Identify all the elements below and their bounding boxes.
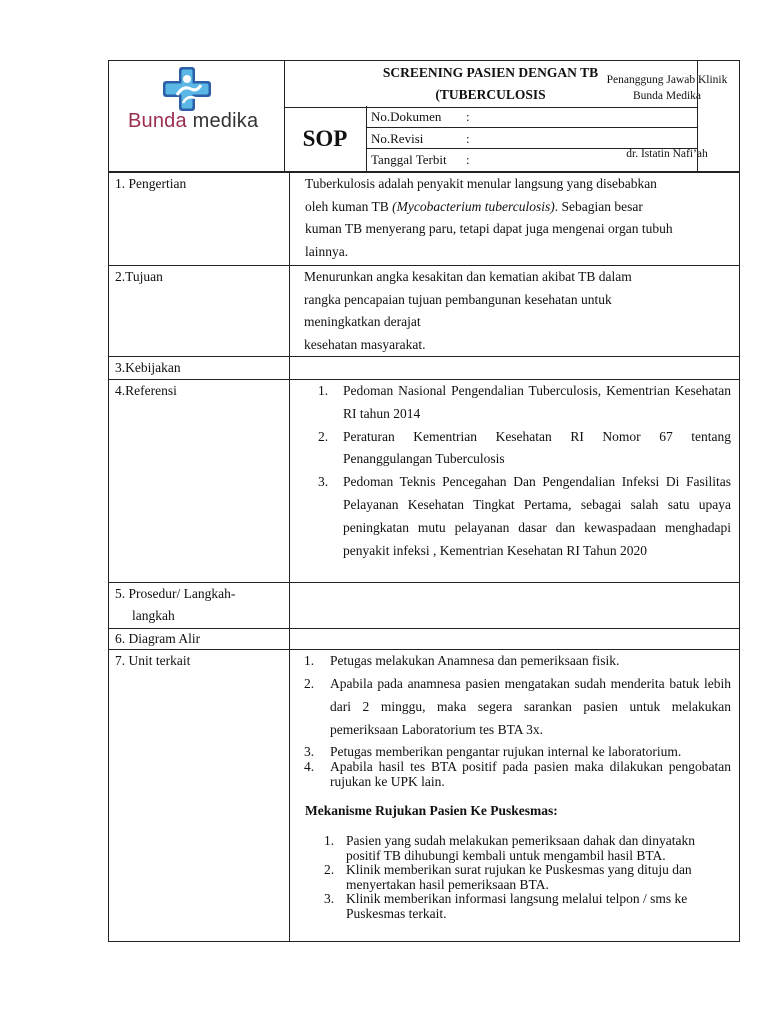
- label-prosedur: 5. Prosedur/ Langkah- langkah: [109, 583, 290, 629]
- row-prosedur: [109, 583, 740, 629]
- content-referensi: [290, 380, 740, 583]
- meta-row-document-number: No.Dokumen :: [366, 106, 697, 128]
- mechanism-list: [290, 834, 739, 922]
- label-pengertian: 1. Pengertian: [109, 173, 290, 266]
- reference-item: 2. Peraturan Kementrian Kesehatan RI Nomor 67 tentang Penanggulangan Tuberculosis: [318, 428, 731, 467]
- unit-steps-list: [290, 650, 739, 789]
- sop-body-table: [108, 172, 740, 942]
- label-referensi: 4.Referensi: [109, 380, 290, 583]
- mechanism-title: Mekanisme Rujukan Pasien Ke Puskesmas:: [305, 803, 558, 818]
- bunda-medika-cross-icon: [157, 65, 217, 113]
- content-pengertian: Tuberkulosis adalah penyakit menular langsung yang disebabkan oleh kuman TB (Mycobacterium tuberculosis). Sebagian besar kuman TB menyerang paru, tetapi dapat juga mengenai organ tubuh lainnya.: [290, 173, 740, 266]
- content-kebijakan: [290, 357, 740, 380]
- clinic-logo-text: Bunda medika: [128, 110, 259, 132]
- row-unit: [109, 650, 740, 942]
- responsible-title: Penanggung Jawab Klinik Bunda Medika: [606, 74, 728, 102]
- document-header: [108, 60, 740, 172]
- label-kebijakan: 3.Kebijakan: [109, 357, 290, 380]
- responsible-party: [592, 61, 742, 171]
- reference-item: 1. Pedoman Nasional Pengendalian Tuberculosis, Kementrian Kesehatan RI tahun 2014: [318, 383, 731, 421]
- reference-item: 3. Pedoman Teknis Pencegahan Dan Pengendalian Infeksi Di Fasilitas Pelayanan Kesehatan Tingkat Pertama, sebagai salah satu upaya peningkatan mutu pelayanan dasar dan kewaspadaan menghadapi penyakit infeksi , Kementrian Kesehatan RI Tahun 2020: [318, 474, 731, 558]
- row-referensi: [109, 380, 740, 583]
- document-title: SCREENING PASIEN DENGAN TB (TUBERCULOSIS: [284, 61, 697, 108]
- label-tujuan: 2.Tujuan: [109, 266, 290, 357]
- label-diagram: 6. Diagram Alir: [109, 629, 290, 650]
- clinic-logo: [109, 61, 285, 171]
- unit-step: 2. Apabila pada anamnesa pasien mengatakan sudah menderita batuk lebih dari 2 minggu, maka segera sarankan pasien untuk melakukan pemeriksaan Laboratorium tes BTA 3x.: [304, 676, 731, 737]
- row-kebijakan: [109, 357, 740, 380]
- mechanism-item: 1. Pasien yang sudah melakukan pemeriksaan dahak dan dinyatakn positif TB dihubungi kembali untuk mengambil hasil BTA.: [324, 833, 696, 863]
- mechanism-item: 3. Klinik memberikan informasi langsung melalui telpon / sms ke Puskesmas terkait.: [324, 891, 688, 921]
- row-pengertian: [109, 173, 740, 266]
- sop-label: SOP: [284, 106, 367, 171]
- reference-list: [290, 380, 739, 562]
- responsible-name: dr. Istatin Nafi’ah: [626, 148, 708, 160]
- row-tujuan: [109, 266, 740, 357]
- row-diagram: [109, 629, 740, 650]
- meta-row-issue-date: Tanggal Terbit :: [371, 152, 470, 168]
- label-unit: 7. Unit terkait: [109, 650, 290, 942]
- content-unit: [290, 650, 740, 942]
- unit-step: 3. Petugas memberikan pengantar rujukan internal ke laboratorium.: [304, 744, 682, 759]
- unit-step: 1. Petugas melakukan Anamnesa dan pemeriksaan fisik.: [304, 653, 620, 668]
- mechanism-item: 2. Klinik memberikan surat rujukan ke Puskesmas yang dituju dan menyertakan hasil pemeriksaan BTA.: [324, 862, 692, 892]
- content-tujuan: Menurunkan angka kesakitan dan kematian akibat TB dalam rangka pencapaian tujuan pembangunan kesehatan untuk meningkatkan derajat kesehatan masyarakat.: [290, 266, 740, 357]
- content-prosedur: [290, 583, 740, 629]
- content-diagram: [290, 629, 740, 650]
- unit-step: 4. Apabila hasil tes BTA positif pada pasien maka dilakukan pengobatan rujukan ke UPK lain.: [304, 759, 731, 789]
- meta-row-revision: No.Revisi :: [366, 128, 697, 150]
